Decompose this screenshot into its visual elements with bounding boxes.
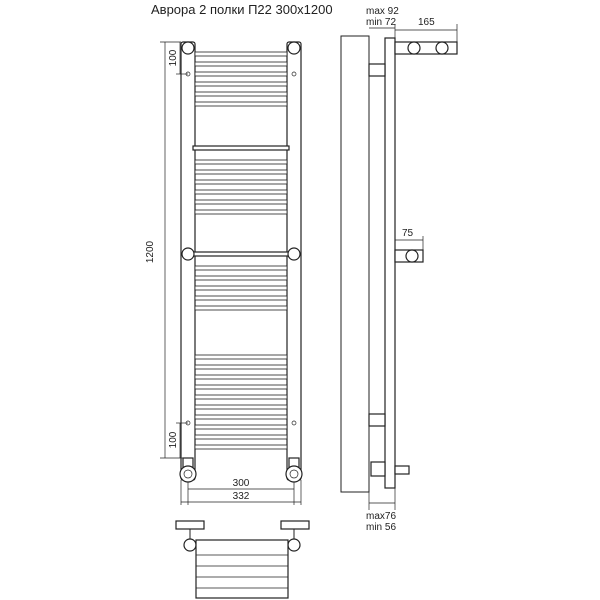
right-rail [287, 42, 301, 480]
bottom-view [176, 521, 309, 598]
dim-outer-width: 332 [232, 491, 250, 502]
crossbar [195, 82, 287, 86]
crossbar [195, 276, 287, 280]
crossbar [195, 92, 287, 96]
crossbar [195, 365, 287, 369]
mount-top-left [182, 42, 194, 54]
crossbar [195, 415, 287, 419]
dim-side-max-top: max 92 [366, 6, 399, 17]
left-rail [181, 42, 195, 480]
crossbar [195, 445, 287, 449]
crossbar [195, 355, 287, 359]
dim-side-min-top: min 72 [366, 17, 397, 28]
dim-axis-width: 300 [232, 478, 250, 489]
crossbar [195, 52, 287, 56]
crossbar [195, 286, 287, 290]
crossbar [195, 72, 287, 76]
front-view [145, 42, 302, 505]
mount-mid-left [182, 248, 194, 260]
bottom-view-body [196, 540, 288, 598]
crossbar [195, 62, 287, 66]
drawing-title: Аврора 2 полки П22 300х1200 [151, 2, 333, 17]
crossbar [195, 425, 287, 429]
crossbar [195, 180, 287, 184]
side-rail [385, 38, 395, 488]
crossbars [195, 52, 287, 449]
dim-top-offset: 100 [168, 49, 179, 67]
crossbar [195, 266, 287, 270]
dim-side-shelf-top: 165 [418, 17, 435, 28]
dim-bottom-offset: 100 [168, 431, 179, 449]
shelf-upper [193, 146, 289, 150]
bottom-view-valve-left [176, 521, 204, 529]
mount-mid-right [288, 248, 300, 260]
crossbar [195, 435, 287, 439]
dim-side-max-bottom: max76 [366, 511, 397, 522]
crossbar [195, 306, 287, 310]
bottom-view-valve-right [281, 521, 309, 529]
mount-top-right [288, 42, 300, 54]
shelf-middle [193, 252, 289, 256]
side-view [341, 6, 457, 533]
dim-height-total: 1200 [145, 240, 156, 264]
crossbar [195, 395, 287, 399]
bracket-bottom [369, 414, 385, 426]
dim-side-shelf-mid: 75 [402, 228, 414, 239]
crossbar [195, 405, 287, 409]
crossbar [195, 385, 287, 389]
bracket-top [369, 64, 385, 76]
crossbar [195, 160, 287, 164]
crossbar [195, 102, 287, 106]
crossbar [195, 296, 287, 300]
crossbar [195, 200, 287, 204]
crossbar [195, 375, 287, 379]
dim-side-min-bottom: min 56 [366, 522, 397, 533]
valve-side [371, 462, 385, 476]
crossbar [195, 190, 287, 194]
crossbar [195, 170, 287, 174]
wall [341, 36, 369, 492]
crossbar [195, 210, 287, 214]
